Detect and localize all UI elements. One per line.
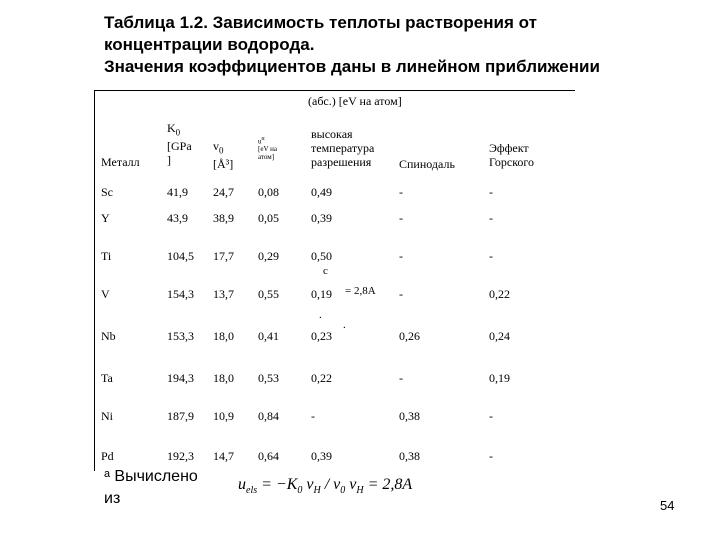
cell-v0: 14,7 <box>213 449 234 463</box>
cell-sp: - <box>399 287 403 301</box>
cell-v0: 13,7 <box>213 287 234 301</box>
cell-u: 0,29 <box>258 249 279 263</box>
fragment-eq: = 2,8A <box>345 285 376 297</box>
fragment-dot-2: . <box>343 319 346 331</box>
slide-title <box>104 12 704 78</box>
cell-v0: 17,7 <box>213 249 234 263</box>
cell-sp: - <box>399 371 403 385</box>
cell-v0: 18,0 <box>213 329 234 343</box>
cell-go: - <box>489 249 493 263</box>
cell-k0: 43,9 <box>167 211 188 225</box>
cell-metal: Sc <box>101 185 113 199</box>
cell-go: 0,22 <box>489 287 510 301</box>
cell-metal: Y <box>101 211 110 225</box>
cell-metal: Ta <box>101 371 113 385</box>
cell-ht: 0,19 <box>311 287 332 301</box>
header-high-temp: высокая температура разрешения <box>311 127 375 169</box>
cell-u: 0,41 <box>258 329 279 343</box>
fragment-dot: . <box>319 309 322 321</box>
cell-go: - <box>489 211 493 225</box>
cell-ht: 0,39 <box>311 211 332 225</box>
cell-u: 0,05 <box>258 211 279 225</box>
cell-metal: Nb <box>101 329 116 343</box>
cell-u: 0,84 <box>258 409 279 423</box>
footnote-line-2: из <box>104 490 121 507</box>
cell-ht: 0,50 <box>311 249 332 263</box>
header-u: $u^\alpha$ [eV на атом] <box>258 136 277 162</box>
formula: $u_{els} = -K_0$ $v_H / v_0$ $v_H = 2,8A$ <box>238 476 413 497</box>
cell-metal: V <box>101 287 110 301</box>
cell-k0: 194,3 <box>167 371 194 385</box>
cell-ht: 0,39 <box>311 449 332 463</box>
cell-v0: 10,9 <box>213 409 234 423</box>
cell-k0: 192,3 <box>167 449 194 463</box>
fragment-c: c <box>323 265 328 277</box>
cell-k0: 154,3 <box>167 287 194 301</box>
cell-k0: 41,9 <box>167 185 188 199</box>
cell-sp: 0,38 <box>399 409 420 423</box>
header-k0: $K_0$ [GPa ] <box>167 121 192 168</box>
data-table <box>94 90 575 471</box>
cell-ht: 0,22 <box>311 371 332 385</box>
cell-u: 0,08 <box>258 185 279 199</box>
header-metal: Металл <box>101 155 140 169</box>
cell-u: 0,64 <box>258 449 279 463</box>
cell-metal: Pd <box>101 449 114 463</box>
page-number: 54 <box>660 498 675 513</box>
cell-sp: - <box>399 185 403 199</box>
cell-metal: Ni <box>101 409 113 423</box>
title-line-3: Значения коэффициентов даны в линейном приближении <box>104 57 600 76</box>
cell-k0: 104,5 <box>167 249 194 263</box>
cell-u: 0,53 <box>258 371 279 385</box>
footnote <box>104 466 198 510</box>
cell-v0: 24,7 <box>213 185 234 199</box>
header-gorsky: Эффект Горского <box>489 141 535 169</box>
footnote-line-1: ᵃ Вычислено <box>104 468 198 485</box>
cell-sp: 0,38 <box>399 449 420 463</box>
unit-note: (абс.) [eV на атом] <box>308 94 402 108</box>
cell-metal: Ti <box>101 249 112 263</box>
header-v0: $v_0$ [Å³] <box>213 139 234 172</box>
header-spinodal: Спинодаль <box>399 157 455 171</box>
cell-ht: 0,49 <box>311 185 332 199</box>
cell-sp: - <box>399 211 403 225</box>
cell-go: - <box>489 409 493 423</box>
cell-v0: 18,0 <box>213 371 234 385</box>
cell-go: - <box>489 449 493 463</box>
cell-sp: - <box>399 249 403 263</box>
cell-go: 0,19 <box>489 371 510 385</box>
cell-k0: 153,3 <box>167 329 194 343</box>
cell-k0: 187,9 <box>167 409 194 423</box>
cell-ht: - <box>311 409 315 423</box>
cell-ht: 0,23 <box>311 329 332 343</box>
title-line-1: Таблица 1.2. Зависимость теплоты растворения от <box>104 13 537 32</box>
cell-go: - <box>489 185 493 199</box>
cell-sp: 0,26 <box>399 329 420 343</box>
cell-go: 0,24 <box>489 329 510 343</box>
cell-v0: 38,9 <box>213 211 234 225</box>
title-line-2: концентрации водорода. <box>104 35 315 54</box>
cell-u: 0,55 <box>258 287 279 301</box>
